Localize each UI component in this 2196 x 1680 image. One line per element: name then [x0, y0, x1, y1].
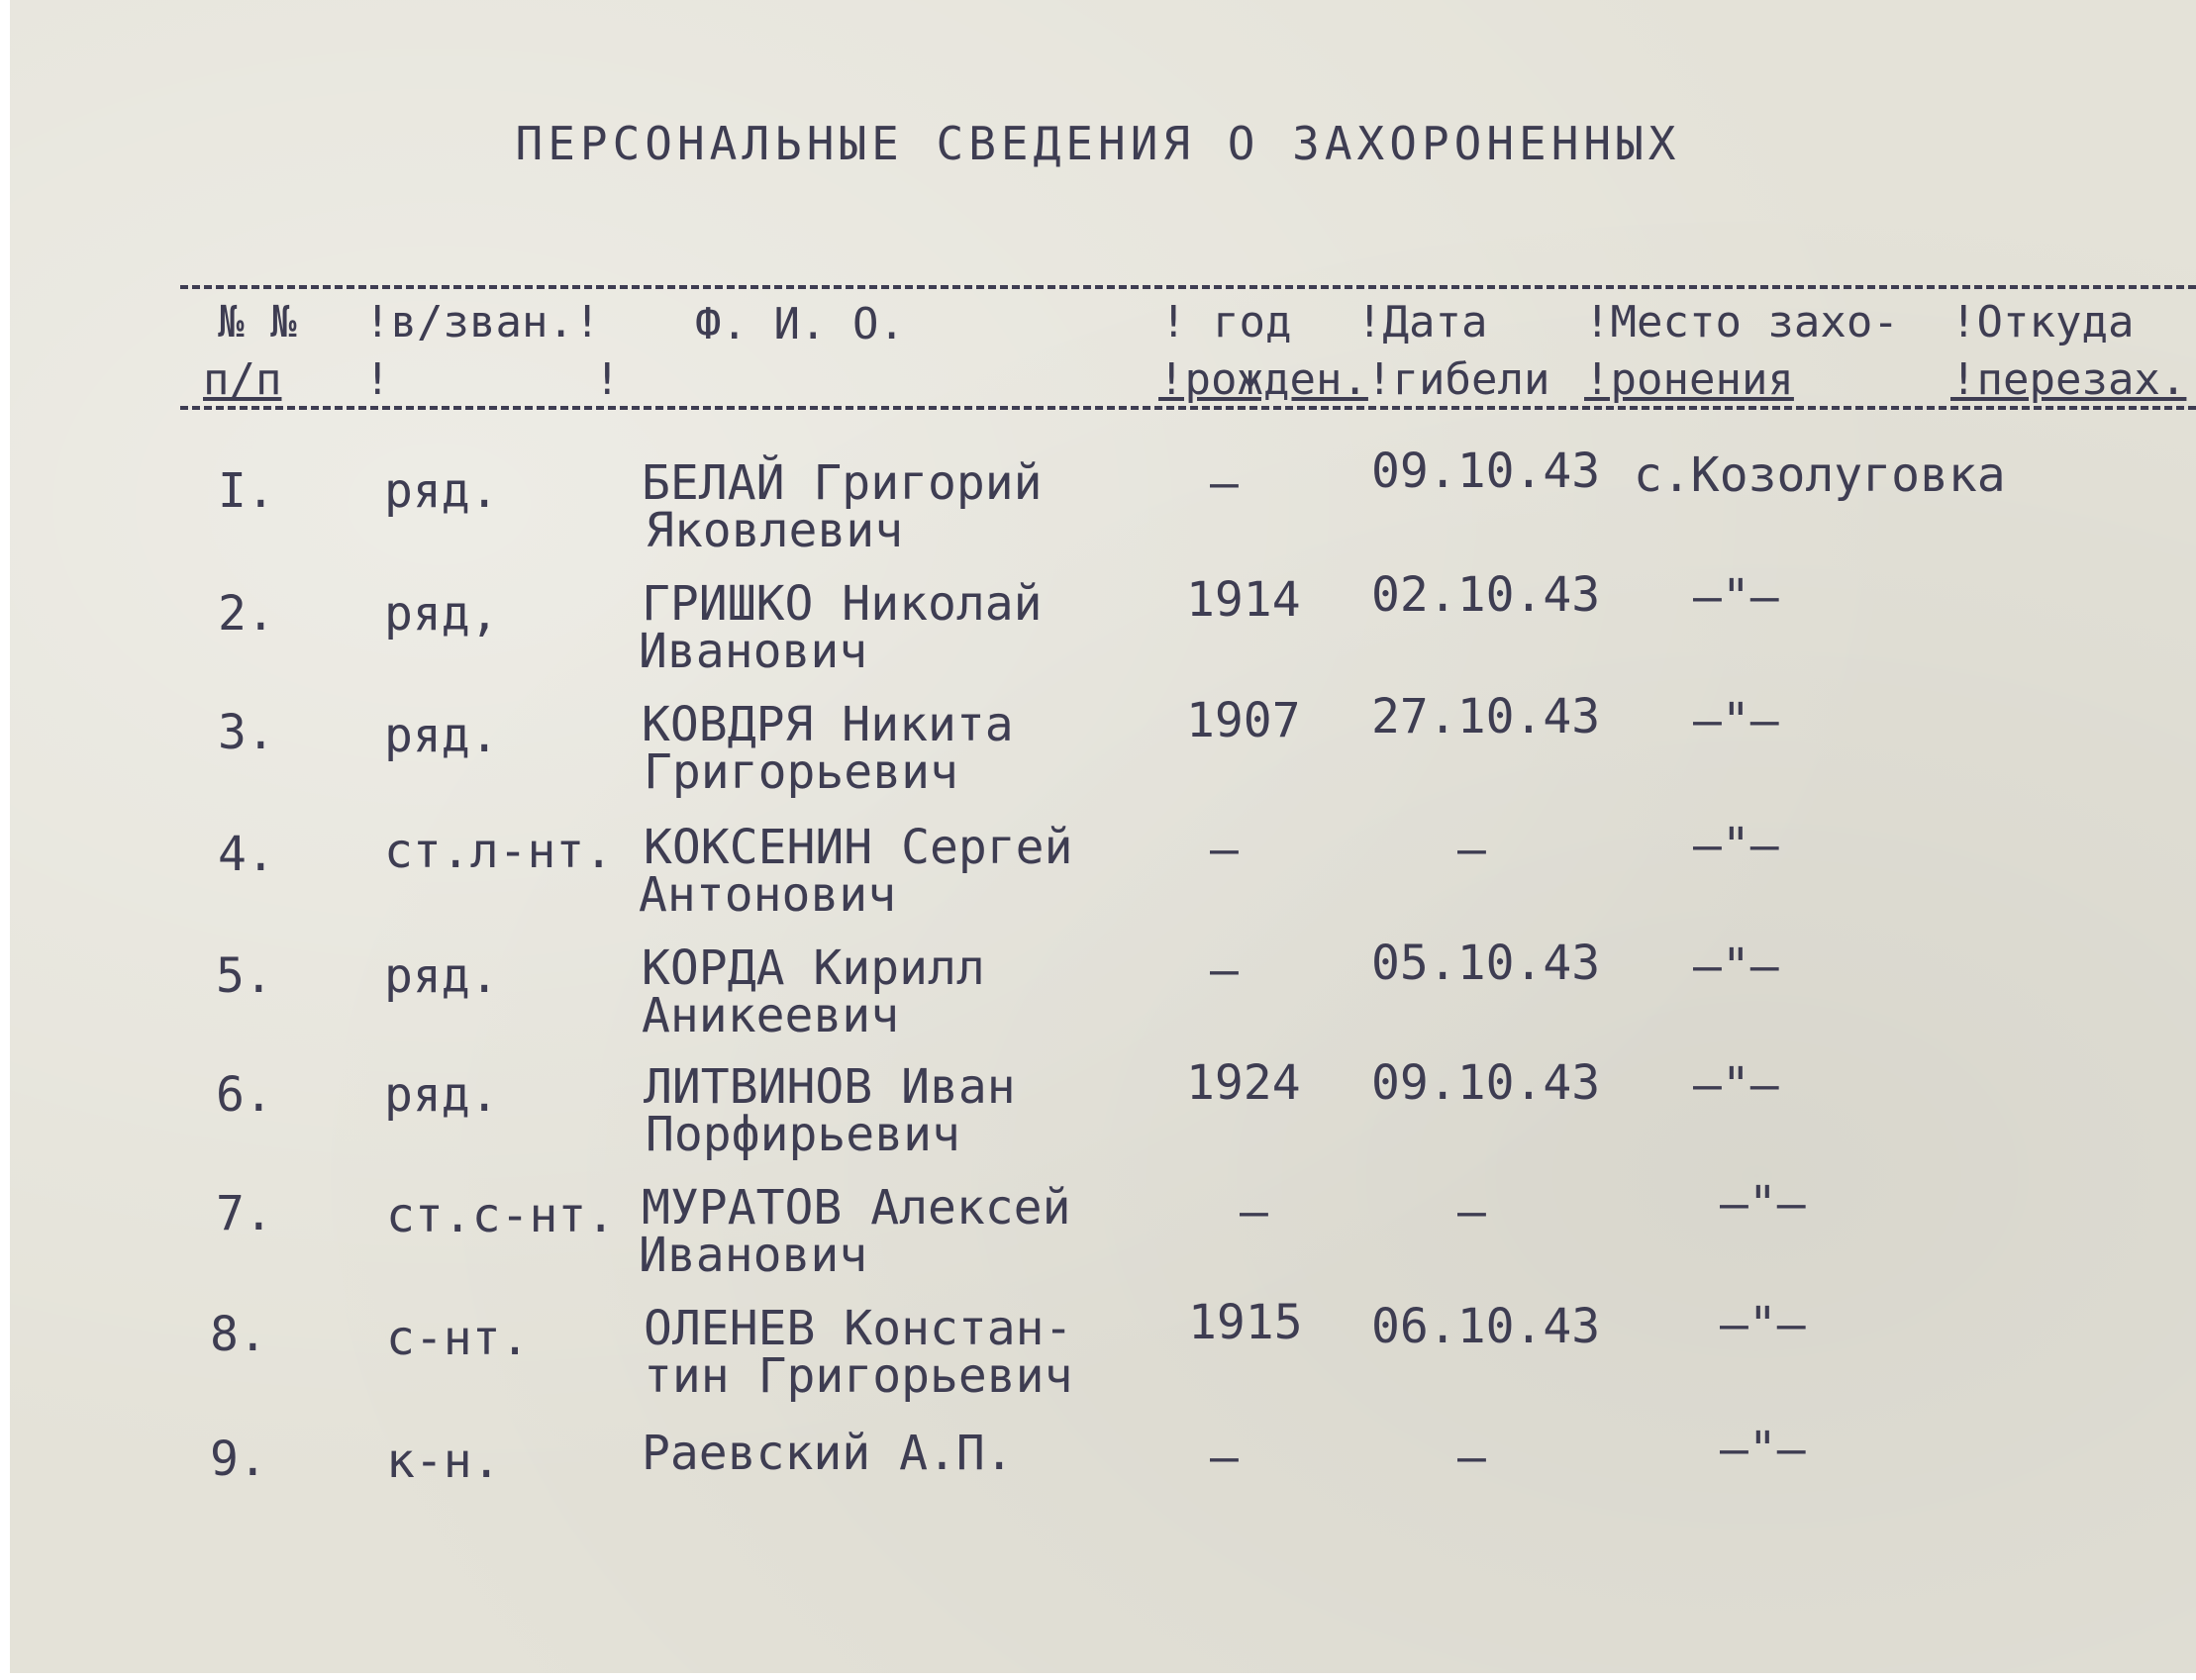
row-date: 06.10.43	[1371, 1299, 1601, 1354]
row-place: –"–	[1693, 818, 1779, 873]
row-year: 1915	[1188, 1295, 1303, 1350]
row-rank: ст.с-нт.	[386, 1188, 616, 1243]
left-margin	[0, 0, 10, 1680]
row-date: 02.10.43	[1371, 567, 1601, 623]
row-number: 3.	[218, 705, 275, 760]
row-year: 1914	[1186, 572, 1301, 628]
row-name-line1: ЛИТВИНОВ Иван	[644, 1059, 1016, 1115]
row-place: –"–	[1693, 693, 1779, 748]
header-rank-top: !в/зван.!	[364, 297, 601, 347]
row-name-line1: БЕЛАЙ Григорий	[642, 455, 1043, 511]
row-name-line1: МУРАТОВ Алексей	[642, 1180, 1071, 1235]
row-number: 2.	[218, 586, 275, 642]
header-fio: Ф. И. О.	[695, 299, 905, 349]
row-rank: ряд.	[384, 708, 499, 763]
row-rank: ряд.	[384, 463, 499, 519]
row-place: –"–	[1693, 1057, 1779, 1113]
row-name-line2: Иванович	[639, 1228, 868, 1283]
header-num-top: № №	[218, 297, 297, 347]
row-name-line1: КОВДРЯ Никита	[642, 697, 1014, 752]
row-number: 5.	[216, 948, 273, 1004]
header-from-bottom: !перезах.	[1950, 354, 2187, 405]
row-date: 27.10.43	[1371, 689, 1601, 744]
row-year: –	[1210, 455, 1239, 511]
header-bottom-rule	[180, 406, 2196, 410]
row-place: –"–	[1693, 939, 1779, 994]
row-rank: ряд,	[384, 586, 499, 642]
header-rank-bottom-right: !	[594, 354, 621, 405]
row-name-line2: Григорьевич	[644, 744, 958, 800]
document-title: ПЕРСОНАЛЬНЫЕ СВЕДЕНИЯ О ЗАХОРОНЕННЫХ	[515, 117, 1681, 170]
row-name-line2: Антонович	[639, 867, 897, 923]
row-name-line1: КОРДА Кирилл	[642, 940, 985, 996]
row-rank: к-н.	[386, 1433, 501, 1489]
row-year: 1907	[1186, 693, 1301, 748]
row-place: –"–	[1720, 1297, 1806, 1352]
row-year: –	[1210, 942, 1239, 998]
row-place: –"–	[1720, 1176, 1806, 1232]
row-name-line2: Яковлевич	[646, 503, 904, 558]
row-number: 7.	[216, 1186, 273, 1241]
row-number: I.	[218, 463, 275, 519]
row-name-line1: КОКСЕНИН Сергей	[644, 820, 1073, 875]
row-number: 8.	[210, 1307, 267, 1362]
header-year-bottom: !рожден.	[1158, 354, 1368, 405]
row-name-line2: Порфирьевич	[646, 1107, 960, 1162]
header-place-top: !Место захо-	[1584, 297, 1899, 347]
header-top-rule	[180, 285, 2196, 289]
row-date: –	[1457, 1430, 1486, 1485]
row-rank: ряд.	[384, 948, 499, 1004]
header-date-bottom: !гибели	[1366, 354, 1550, 405]
row-date: –	[1457, 1184, 1486, 1239]
row-rank: с-нт.	[386, 1311, 530, 1366]
row-year: –	[1210, 1430, 1239, 1485]
row-date: 09.10.43	[1371, 1055, 1601, 1111]
header-rank-bottom-left: !	[364, 354, 391, 405]
row-name-line1: ОЛЕНЕВ Констан-	[644, 1301, 1073, 1356]
header-year-top: ! год	[1160, 297, 1292, 347]
row-number: 6.	[216, 1067, 273, 1123]
row-name-line2: Аникеевич	[642, 988, 900, 1043]
row-date: 09.10.43	[1371, 444, 1601, 499]
header-num-bottom: п/п	[203, 354, 282, 405]
bottom-margin	[0, 1673, 2196, 1680]
row-rank: ст.л-нт.	[384, 824, 614, 879]
row-year: –	[1210, 822, 1239, 877]
row-number: 4.	[218, 827, 275, 882]
row-year: –	[1240, 1184, 1268, 1239]
header-place-bottom: !ронения	[1584, 354, 1794, 405]
row-year: 1924	[1186, 1055, 1301, 1111]
row-name-line1: Раевский А.П.	[642, 1426, 1014, 1481]
row-place: с.Козолуговка	[1634, 447, 2006, 503]
row-date: 05.10.43	[1371, 936, 1601, 991]
row-name-line2: Иванович	[639, 624, 868, 679]
row-place: –"–	[1693, 569, 1779, 625]
row-rank: ряд.	[384, 1067, 499, 1123]
header-date-top: !Дата	[1356, 297, 1488, 347]
row-number: 9.	[210, 1432, 267, 1487]
row-name-line1: ГРИШКО Николай	[642, 576, 1043, 632]
row-date: –	[1457, 822, 1486, 877]
row-name-line2: тин Григорьевич	[644, 1348, 1073, 1404]
header-from-top: !Откуда	[1950, 297, 2135, 347]
row-place: –"–	[1720, 1422, 1806, 1477]
